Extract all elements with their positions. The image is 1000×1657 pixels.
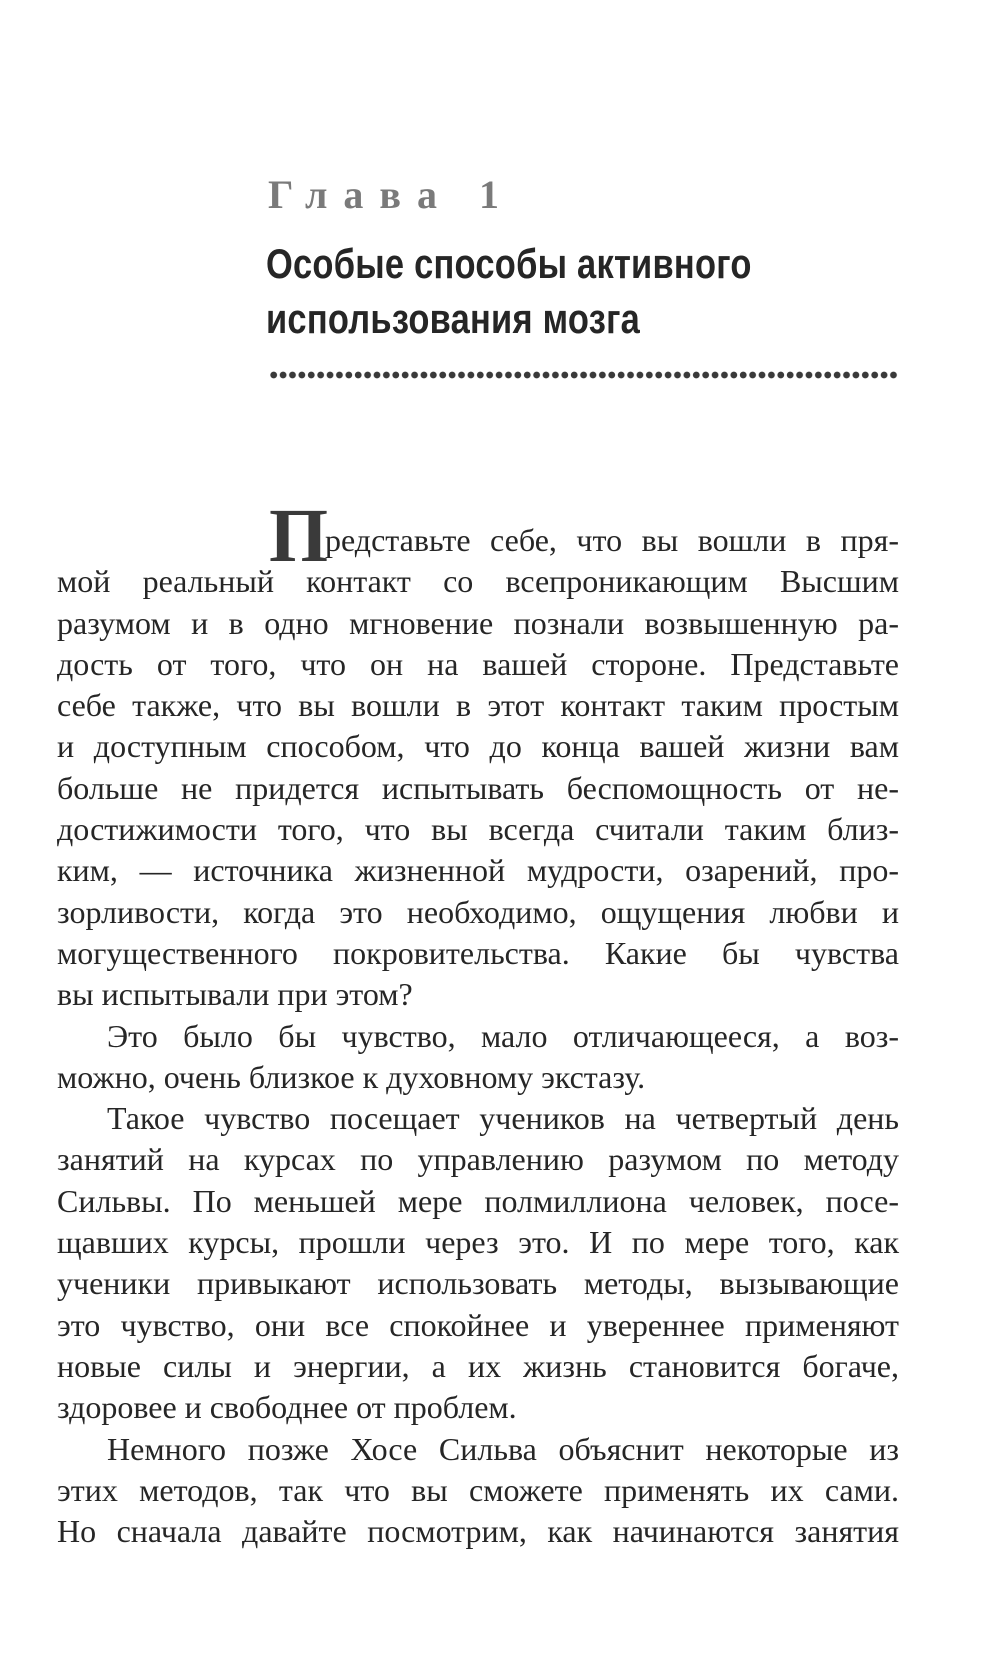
text-line: здоровее и свободнее от проблем. (57, 1389, 517, 1426)
chapter-label: Глава 1 (268, 172, 515, 217)
text-line: зорливости, когда это необходимо, ощущения любви и (57, 893, 899, 930)
drop-cap: П (269, 494, 329, 578)
text-line (57, 494, 899, 578)
text-line: ученики привыкают использовать методы, вызывающие (57, 1265, 899, 1302)
paragraph (57, 1429, 899, 1553)
text-line: разумом и в одно мгновение познали возвышенную ра- (57, 604, 899, 641)
text-line: Такое чувство посещает учеников на четвертый день (107, 1100, 899, 1137)
text-line: дость от того, что он на вашей стороне. Представьте (57, 645, 899, 682)
chapter-title-line: Особые способы активного (266, 240, 752, 287)
text-line: вы испытывали при этом? (57, 976, 413, 1013)
text-line: Немного позже Хосе Сильва объяснит некоторые из (107, 1430, 899, 1467)
text-line: Но сначала давайте посмотрим, как начинаются занятия (57, 1513, 899, 1550)
chapter-body (57, 494, 899, 1552)
text-line: ким, — источника жизненной мудрости, озарений, про- (57, 852, 899, 889)
text-line: больше не придется испытывать беспомощность от не- (57, 769, 899, 806)
text-line: этих методов, так что вы сможете применять их сами. (57, 1471, 899, 1508)
text-line: Сильвы. По меньшей мере полмиллиона человек, посе- (57, 1182, 899, 1219)
text-line: мой реальный контакт со всепроникающим Высшим (57, 563, 899, 600)
text-line: это чувство, они все спокойнее и увереннее применяют (57, 1306, 899, 1343)
dotted-divider (269, 370, 899, 380)
paragraph (57, 1016, 899, 1099)
text-line: щавших курсы, прошли через это. И по мере того, как (57, 1224, 899, 1261)
paragraph (57, 1098, 899, 1428)
text-line: занятий на курсах по управлению разумом по методу (57, 1141, 899, 1178)
text-line: могущественного покровительства. Какие бы чувства (57, 934, 899, 971)
text-line: себе также, что вы вошли в этот контакт таким простым (57, 687, 899, 724)
chapter-title (266, 236, 791, 346)
text-line: Это было бы чувство, мало отличающееся, а воз- (107, 1017, 899, 1054)
text-line: можно, очень близкое к духовному экстазу. (57, 1058, 646, 1095)
text-line: достижимости того, что вы всегда считали таким близ- (57, 811, 899, 848)
text-line-content: редставьте себе, что вы вошли в пря- (325, 522, 899, 558)
paragraph (57, 494, 899, 1016)
chapter-title-line: использования мозга (266, 295, 641, 342)
text-line: и доступным способом, что до конца вашей жизни вам (57, 728, 899, 765)
text-line: новые силы и энергии, а их жизнь становится богаче, (57, 1347, 899, 1384)
